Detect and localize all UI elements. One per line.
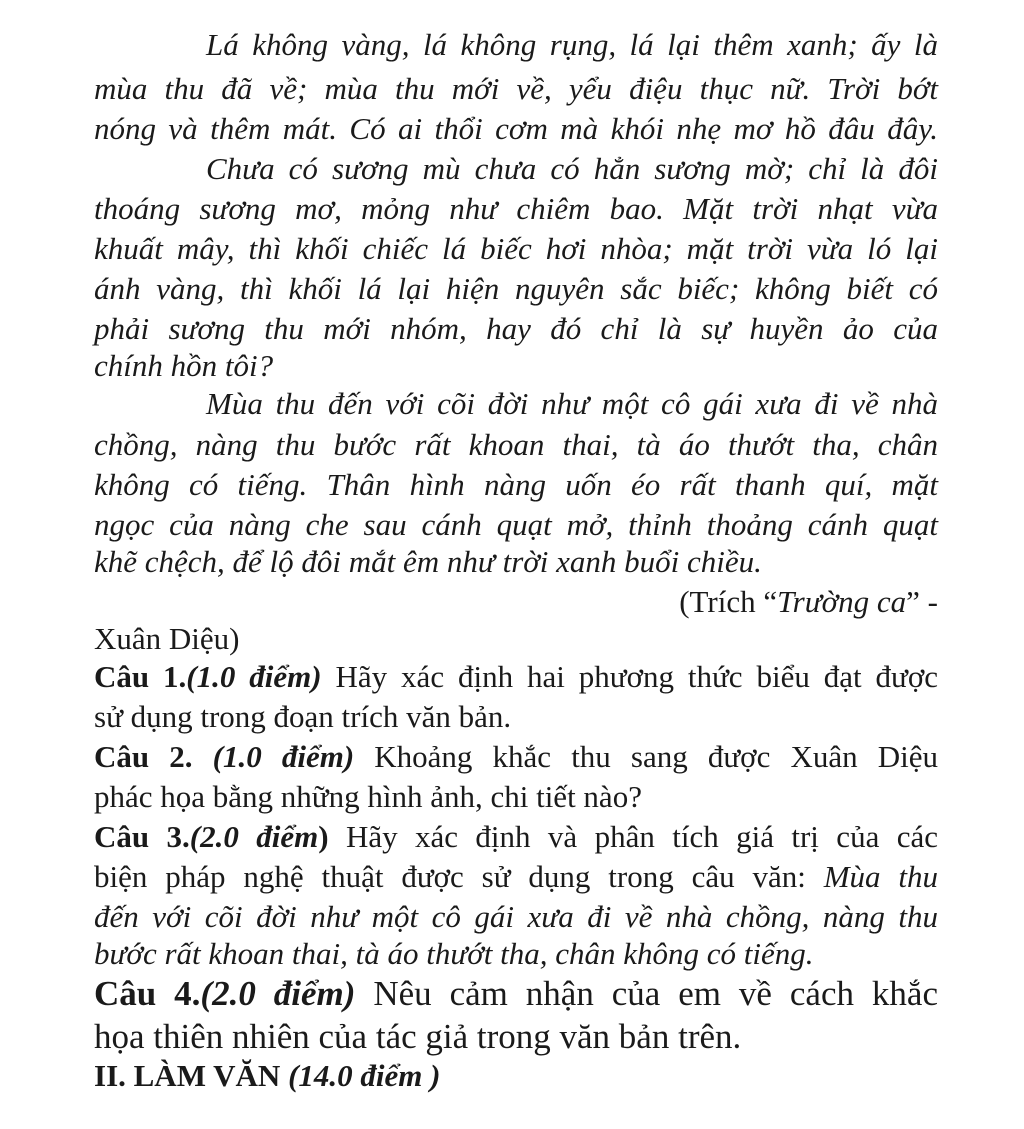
question-4-text: Nêu cảm nhận của em về cách khắc: [355, 974, 938, 1013]
question-4-score: (2.0 điểm): [200, 974, 356, 1013]
question-1-label: Câu 1.: [94, 659, 187, 694]
section-heading: [94, 1057, 938, 1095]
question-3-score: (2.0 điểm: [189, 819, 319, 854]
question-2: [94, 738, 938, 776]
citation-author: Xuân Diệu): [94, 621, 240, 656]
passage-line: Chưa có sương mù chưa có hẳn sương mờ; chỉ là đôi: [206, 151, 938, 186]
section-score: (14.0 điểm ): [288, 1058, 441, 1093]
citation-open: (Trích “: [679, 584, 778, 619]
passage-line: khẽ chệch, để lộ đôi mắt êm như trời xanh buổi chiều.: [94, 544, 762, 579]
passage-line: chồng, nàng thu bước rất khoan thai, tà áo thướt tha, chân: [94, 427, 938, 462]
passage-line: thoáng sương mơ, mỏng như chiêm bao. Mặt trời nhạt vừa: [94, 191, 938, 226]
question-3-quote: đến với cõi đời như một cô gái xưa đi về nhà chồng, nàng thu: [94, 899, 938, 934]
citation-close: ” -: [906, 584, 938, 619]
passage-line: ngọc của nàng che sau cánh quạt mở, thỉnh thoảng cánh quạt: [94, 507, 938, 542]
question-3-label: Câu 3.: [94, 819, 190, 854]
question-3-text-2: [94, 858, 938, 896]
passage-line: Mùa thu đến với cõi đời như một cô gái xưa đi về nhà: [206, 386, 938, 421]
question-3-score-close: ): [318, 819, 329, 854]
section-title: II. LÀM VĂN: [94, 1058, 289, 1093]
question-3-quote-end: bước rất khoan thai, tà áo thướt tha, chân không có tiếng.: [94, 936, 814, 971]
question-2-label: Câu 2.: [94, 739, 213, 774]
passage-line: khuất mây, thì khối chiếc lá biếc hơi nhòa; mặt trời vừa ló lại: [94, 231, 938, 266]
question-3-quote-start: Mùa thu: [823, 859, 938, 894]
passage-line: ánh vàng, thì khối lá lại hiện nguyên sắc biếc; không biết có: [94, 271, 938, 306]
question-2-score: (1.0 điểm): [212, 739, 355, 774]
passage-line: phải sương thu mới nhóm, hay đó chỉ là sự huyền ảo của: [94, 311, 938, 346]
question-1-text-2: sử dụng trong đoạn trích văn bản.: [94, 699, 512, 734]
question-3: [94, 818, 938, 856]
question-1-score: (1.0 điểm): [186, 659, 322, 694]
passage-line: mùa thu đã về; mùa thu mới về, yểu điệu thục nữ. Trời bớt: [94, 71, 938, 106]
question-3-text-2a: biện pháp nghệ thuật được sử dụng trong câu văn:: [94, 859, 824, 894]
passage-line: không có tiếng. Thân hình nàng uốn éo rất thanh quí, mặt: [94, 467, 938, 502]
passage-line: Lá không vàng, lá không rụng, lá lại thêm xanh; ấy là: [206, 27, 938, 62]
question-2-text: Khoảng khắc thu sang được Xuân Diệu: [354, 739, 938, 774]
question-2-text-2: phác họa bằng những hình ảnh, chi tiết nào?: [94, 779, 642, 814]
question-4-label: Câu 4.: [94, 974, 201, 1013]
question-3-text: Hãy xác định và phân tích giá trị của các: [328, 819, 938, 854]
passage-line: chính hồn tôi?: [94, 348, 274, 383]
question-1-text: Hãy xác định hai phương thức biểu đạt được: [321, 659, 938, 694]
question-1: [94, 658, 938, 696]
question-4: [94, 972, 938, 1016]
citation-title: Trường ca: [777, 584, 907, 619]
passage-line: nóng và thêm mát. Có ai thổi cơm mà khói nhẹ mơ hồ đâu đây.: [94, 111, 938, 146]
citation: [94, 583, 938, 621]
question-4-text-2: họa thiên nhiên của tác giả trong văn bản trên.: [94, 1017, 742, 1056]
